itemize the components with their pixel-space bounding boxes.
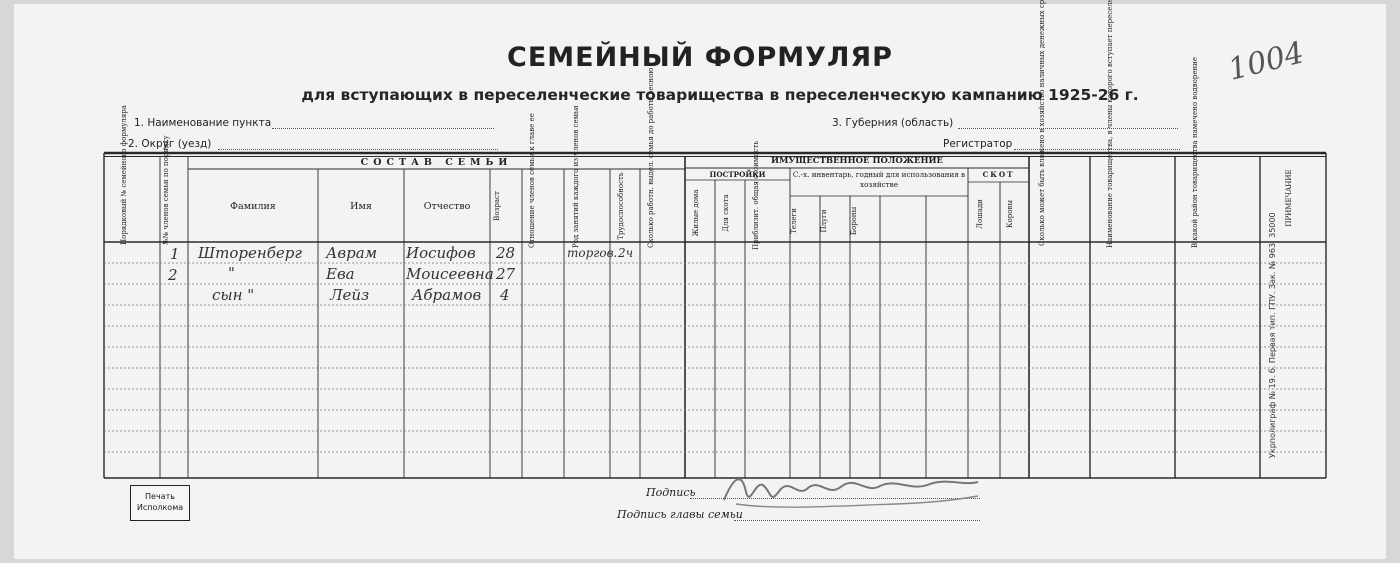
col-header-member-number: №№ членов семьи по порядку <box>162 135 170 245</box>
cell-name: Аврам <box>326 244 378 262</box>
cell-surname: " <box>228 264 235 282</box>
cell-name: Лейз <box>330 286 370 304</box>
field-province-label: 3. Губерния (область) <box>832 117 954 129</box>
cell-patronymic: Абрамов <box>412 286 482 304</box>
signature-label: Подпись <box>646 486 696 499</box>
form-subtitle: для вступающих в переселенческие товарищества в переселенческую кампанию 1925-26 г. <box>301 86 1139 104</box>
executive-committee-seal-box <box>130 485 190 521</box>
cell-work-ability: 2ч <box>618 246 634 260</box>
col-header-ploughs: Плуги <box>820 209 828 233</box>
cell-age: 27 <box>496 265 516 283</box>
printer-note: Укрполиграф № 19. б. Первая тип. ГПУ. Зак. № 963. 35000 <box>1268 212 1277 458</box>
col-header-form-number: Порядковый № семейного формуляра <box>120 105 128 245</box>
col-header-note: ПРИМЕЧАНИЕ <box>1285 169 1293 227</box>
cell-member-number: 2 <box>168 266 178 284</box>
group-header-property: ИМУЩЕСТВЕННОЕ ПОЛОЖЕНИЕ <box>771 156 943 166</box>
col-header-workers <box>647 178 677 248</box>
col-header-cattle-sheds: Для скота <box>722 194 730 232</box>
handwritten-signature <box>716 464 986 524</box>
cell-occupation: торгов. <box>567 246 618 260</box>
group-header-livestock: СКОТ <box>982 170 1015 179</box>
cell-surname: Шторенберг <box>198 244 302 262</box>
cell-patronymic: Иосифов <box>406 244 476 262</box>
col-header-work-ability: Трудоспособность <box>617 172 625 240</box>
col-header-settlement-area <box>1191 168 1243 248</box>
col-header-houses: Жилые дома <box>692 189 700 237</box>
field-registrar-label: Регистратор <box>943 138 1013 150</box>
form-title: СЕМЕЙНЫЙ ФОРМУЛЯР <box>507 42 893 73</box>
col-header-horses: Лошади <box>976 199 984 229</box>
col-header-patronymic: Отчество <box>423 201 471 212</box>
cell-patronymic: Моисеевна <box>406 265 494 283</box>
col-header-relation: Отношение членов семьи к главе ее <box>528 113 536 248</box>
col-header-cows: Коровы <box>1006 200 1014 228</box>
col-header-occupation <box>572 178 602 248</box>
col-header-name: Имя <box>350 201 372 212</box>
group-header-buildings: ПОСТРОЙКИ <box>709 170 766 179</box>
cell-member-number: 1 <box>170 245 180 263</box>
group-header-inventory: С.-х. инвентарь, годный для использования в хозяйстве <box>792 170 966 189</box>
col-header-partnership-name <box>1106 168 1158 248</box>
col-header-approx-value: Приблизит. общая стоимость <box>752 140 760 250</box>
head-signature-label: Подпись главы семьи <box>617 508 743 521</box>
field-district-label: 2. Округ (уезд) <box>128 138 212 150</box>
col-header-carts: Телеги <box>790 208 798 234</box>
handwritten-number: 1004 <box>1224 35 1308 88</box>
col-header-age: Возраст <box>493 191 501 221</box>
seal-label-line2: Исполкома <box>136 502 184 512</box>
cell-surname: сын " <box>212 286 255 304</box>
seal-label-line1: Печать <box>145 492 175 501</box>
field-settlement-label: 1. Наименование пункта <box>134 117 272 129</box>
group-header-family: СОСТАВ СЕМЬИ <box>360 157 513 168</box>
col-header-funds <box>1038 166 1082 246</box>
cell-age: 28 <box>496 244 516 262</box>
cell-name: Ева <box>326 265 355 283</box>
cell-age: 4 <box>500 286 510 304</box>
col-header-surname: Фамилия <box>230 201 276 212</box>
col-header-harrows: Бороны <box>850 206 858 236</box>
